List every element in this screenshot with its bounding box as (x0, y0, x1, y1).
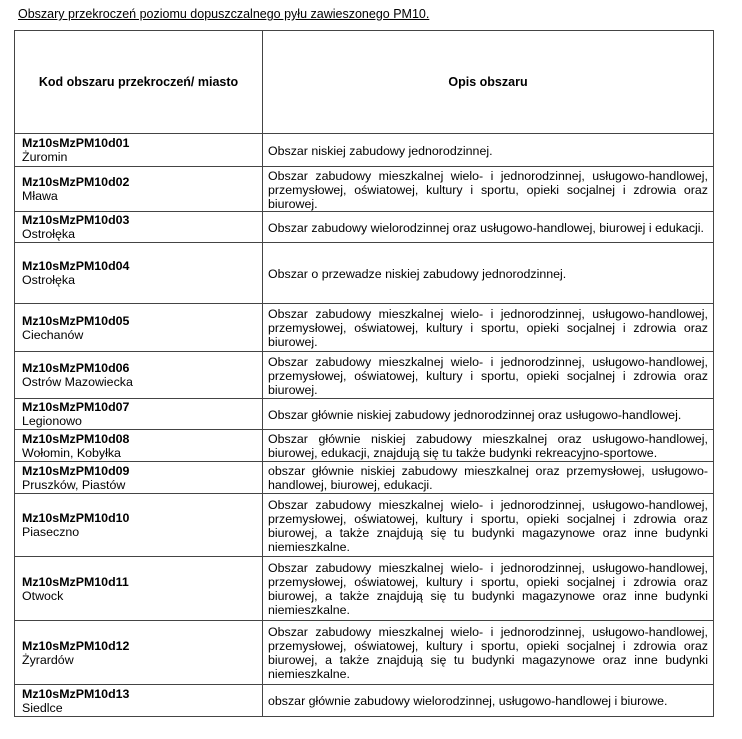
area-city: Mława (22, 189, 58, 203)
area-description: obszar głównie niskiej zabudowy mieszkalnej oraz przemysłowej, usługowo-handlowej, biurowej, edukacji. (263, 462, 714, 494)
area-code: Mz10sMzPM10d08 (22, 431, 130, 446)
area-code-cell (15, 134, 263, 167)
area-code-cell (15, 557, 263, 621)
area-description: Obszar głównie niskiej zabudowy jednorodzinnej oraz usługowo-handlowej. (263, 399, 714, 430)
area-description: Obszar o przewadze niskiej zabudowy jednorodzinnej. (263, 243, 714, 304)
table-row (15, 557, 714, 621)
table-row (15, 685, 714, 717)
column-header-description: Opis obszaru (263, 31, 714, 134)
area-code-cell (15, 621, 263, 685)
table-row (15, 134, 714, 167)
area-city: Ostrołęka (22, 227, 76, 241)
area-description: Obszar zabudowy mieszkalnej wielo- i jednorodzinnej, usługowo-handlowej, przemysłowej, oświatowej, kultury i sportu, opieki socjalnej i zdrowia oraz biurowej. (263, 167, 714, 212)
table-row (15, 212, 714, 243)
column-header-code: Kod obszaru przekroczeń/ miasto (15, 31, 263, 134)
area-code: Mz10sMzPM10d04 (22, 259, 130, 273)
area-code: Mz10sMzPM10d01 (22, 136, 130, 150)
area-code-cell (15, 167, 263, 212)
area-code: Mz10sMzPM10d11 (22, 574, 129, 589)
table-caption: Obszary przekroczeń poziomu dopuszczalnego pyłu zawieszonego PM10. (18, 7, 430, 21)
table-row (15, 399, 714, 430)
table-row (15, 430, 714, 462)
area-code-cell (15, 304, 263, 352)
area-city: Piaseczno (22, 525, 80, 539)
table-row (15, 462, 714, 494)
area-code: Mz10sMzPM10d05 (22, 313, 130, 328)
area-city: Siedlce (22, 700, 63, 715)
area-code: Mz10sMzPM10d07 (22, 400, 130, 414)
area-description: Obszar zabudowy mieszkalnej wielo- i jednorodzinnej, usługowo-handlowej, przemysłowej, oświatowej, kultury i sportu, opieki socjalnej i zdrowia oraz biurowej, a także znajdują się tu budynki magazynowe oraz inne budynki niemieszkalne. (263, 621, 714, 685)
area-city: Otwock (22, 588, 64, 603)
area-description: Obszar niskiej zabudowy jednorodzinnej. (263, 134, 714, 167)
area-city: Pruszków, Piastów (22, 477, 126, 492)
area-code: Mz10sMzPM10d09 (22, 463, 130, 478)
exceedance-areas-table (14, 30, 714, 717)
area-code: Mz10sMzPM10d13 (22, 686, 130, 701)
area-city: Żuromin (22, 150, 68, 164)
table-row (15, 243, 714, 304)
area-code: Mz10sMzPM10d03 (22, 213, 130, 227)
area-code-cell (15, 352, 263, 399)
table-row (15, 621, 714, 685)
area-city: Legionowo (22, 414, 82, 428)
area-code: Mz10sMzPM10d12 (22, 638, 130, 653)
area-description: Obszar głównie niskiej zabudowy mieszkalnej oraz usługowo-handlowej, biurowej, edukacji, znajdują się tu także budynki rekreacyjno-sportowe. (263, 430, 714, 462)
area-description: obszar głównie zabudowy wielorodzinnej, usługowo-handlowej i biurowe. (263, 685, 714, 717)
area-code-cell (15, 243, 263, 304)
table-row (15, 494, 714, 557)
area-city: Żyrardów (22, 652, 74, 667)
area-city: Wołomin, Kobyłka (22, 445, 121, 460)
area-code: Mz10sMzPM10d02 (22, 175, 130, 189)
table-row (15, 304, 714, 352)
area-code: Mz10sMzPM10d06 (22, 361, 130, 375)
area-city: Ostrów Mazowiecka (22, 375, 133, 389)
area-code: Mz10sMzPM10d10 (22, 511, 130, 525)
area-city: Ostrołęka (22, 273, 76, 287)
area-description: Obszar zabudowy wielorodzinnej oraz usługowo-handlowej, biurowej i edukacji. (263, 212, 714, 243)
area-description: Obszar zabudowy mieszkalnej wielo- i jednorodzinnej, usługowo-handlowej, przemysłowej, oświatowej, kultury i sportu, opieki socjalnej i zdrowia oraz biurowej. (263, 304, 714, 352)
area-code-cell (15, 685, 263, 717)
area-code-cell (15, 462, 263, 494)
area-description: Obszar zabudowy mieszkalnej wielo- i jednorodzinnej, usługowo-handlowej, przemysłowej, oświatowej, kultury i sportu, opieki socjalnej i zdrowia oraz biurowej, a także znajdują się tu budynki magazynowe oraz inne budynki niemieszkalne. (263, 494, 714, 557)
area-city: Ciechanów (22, 327, 84, 342)
table-header-row (15, 31, 714, 134)
area-description: Obszar zabudowy mieszkalnej wielo- i jednorodzinnej, usługowo-handlowej, przemysłowej, oświatowej, kultury i sportu, opieki socjalnej i zdrowia oraz biurowej. (263, 352, 714, 399)
table-row (15, 352, 714, 399)
area-code-cell (15, 430, 263, 462)
area-description: Obszar zabudowy mieszkalnej wielo- i jednorodzinnej, usługowo-handlowej, przemysłowej, oświatowej, kultury i sportu, opieki socjalnej i zdrowia oraz biurowej, a także znajdują się tu budynki magazynowe oraz inne budynki niemieszkalne. (263, 557, 714, 621)
area-code-cell (15, 494, 263, 557)
area-code-cell (15, 399, 263, 430)
area-code-cell (15, 212, 263, 243)
table-row (15, 167, 714, 212)
